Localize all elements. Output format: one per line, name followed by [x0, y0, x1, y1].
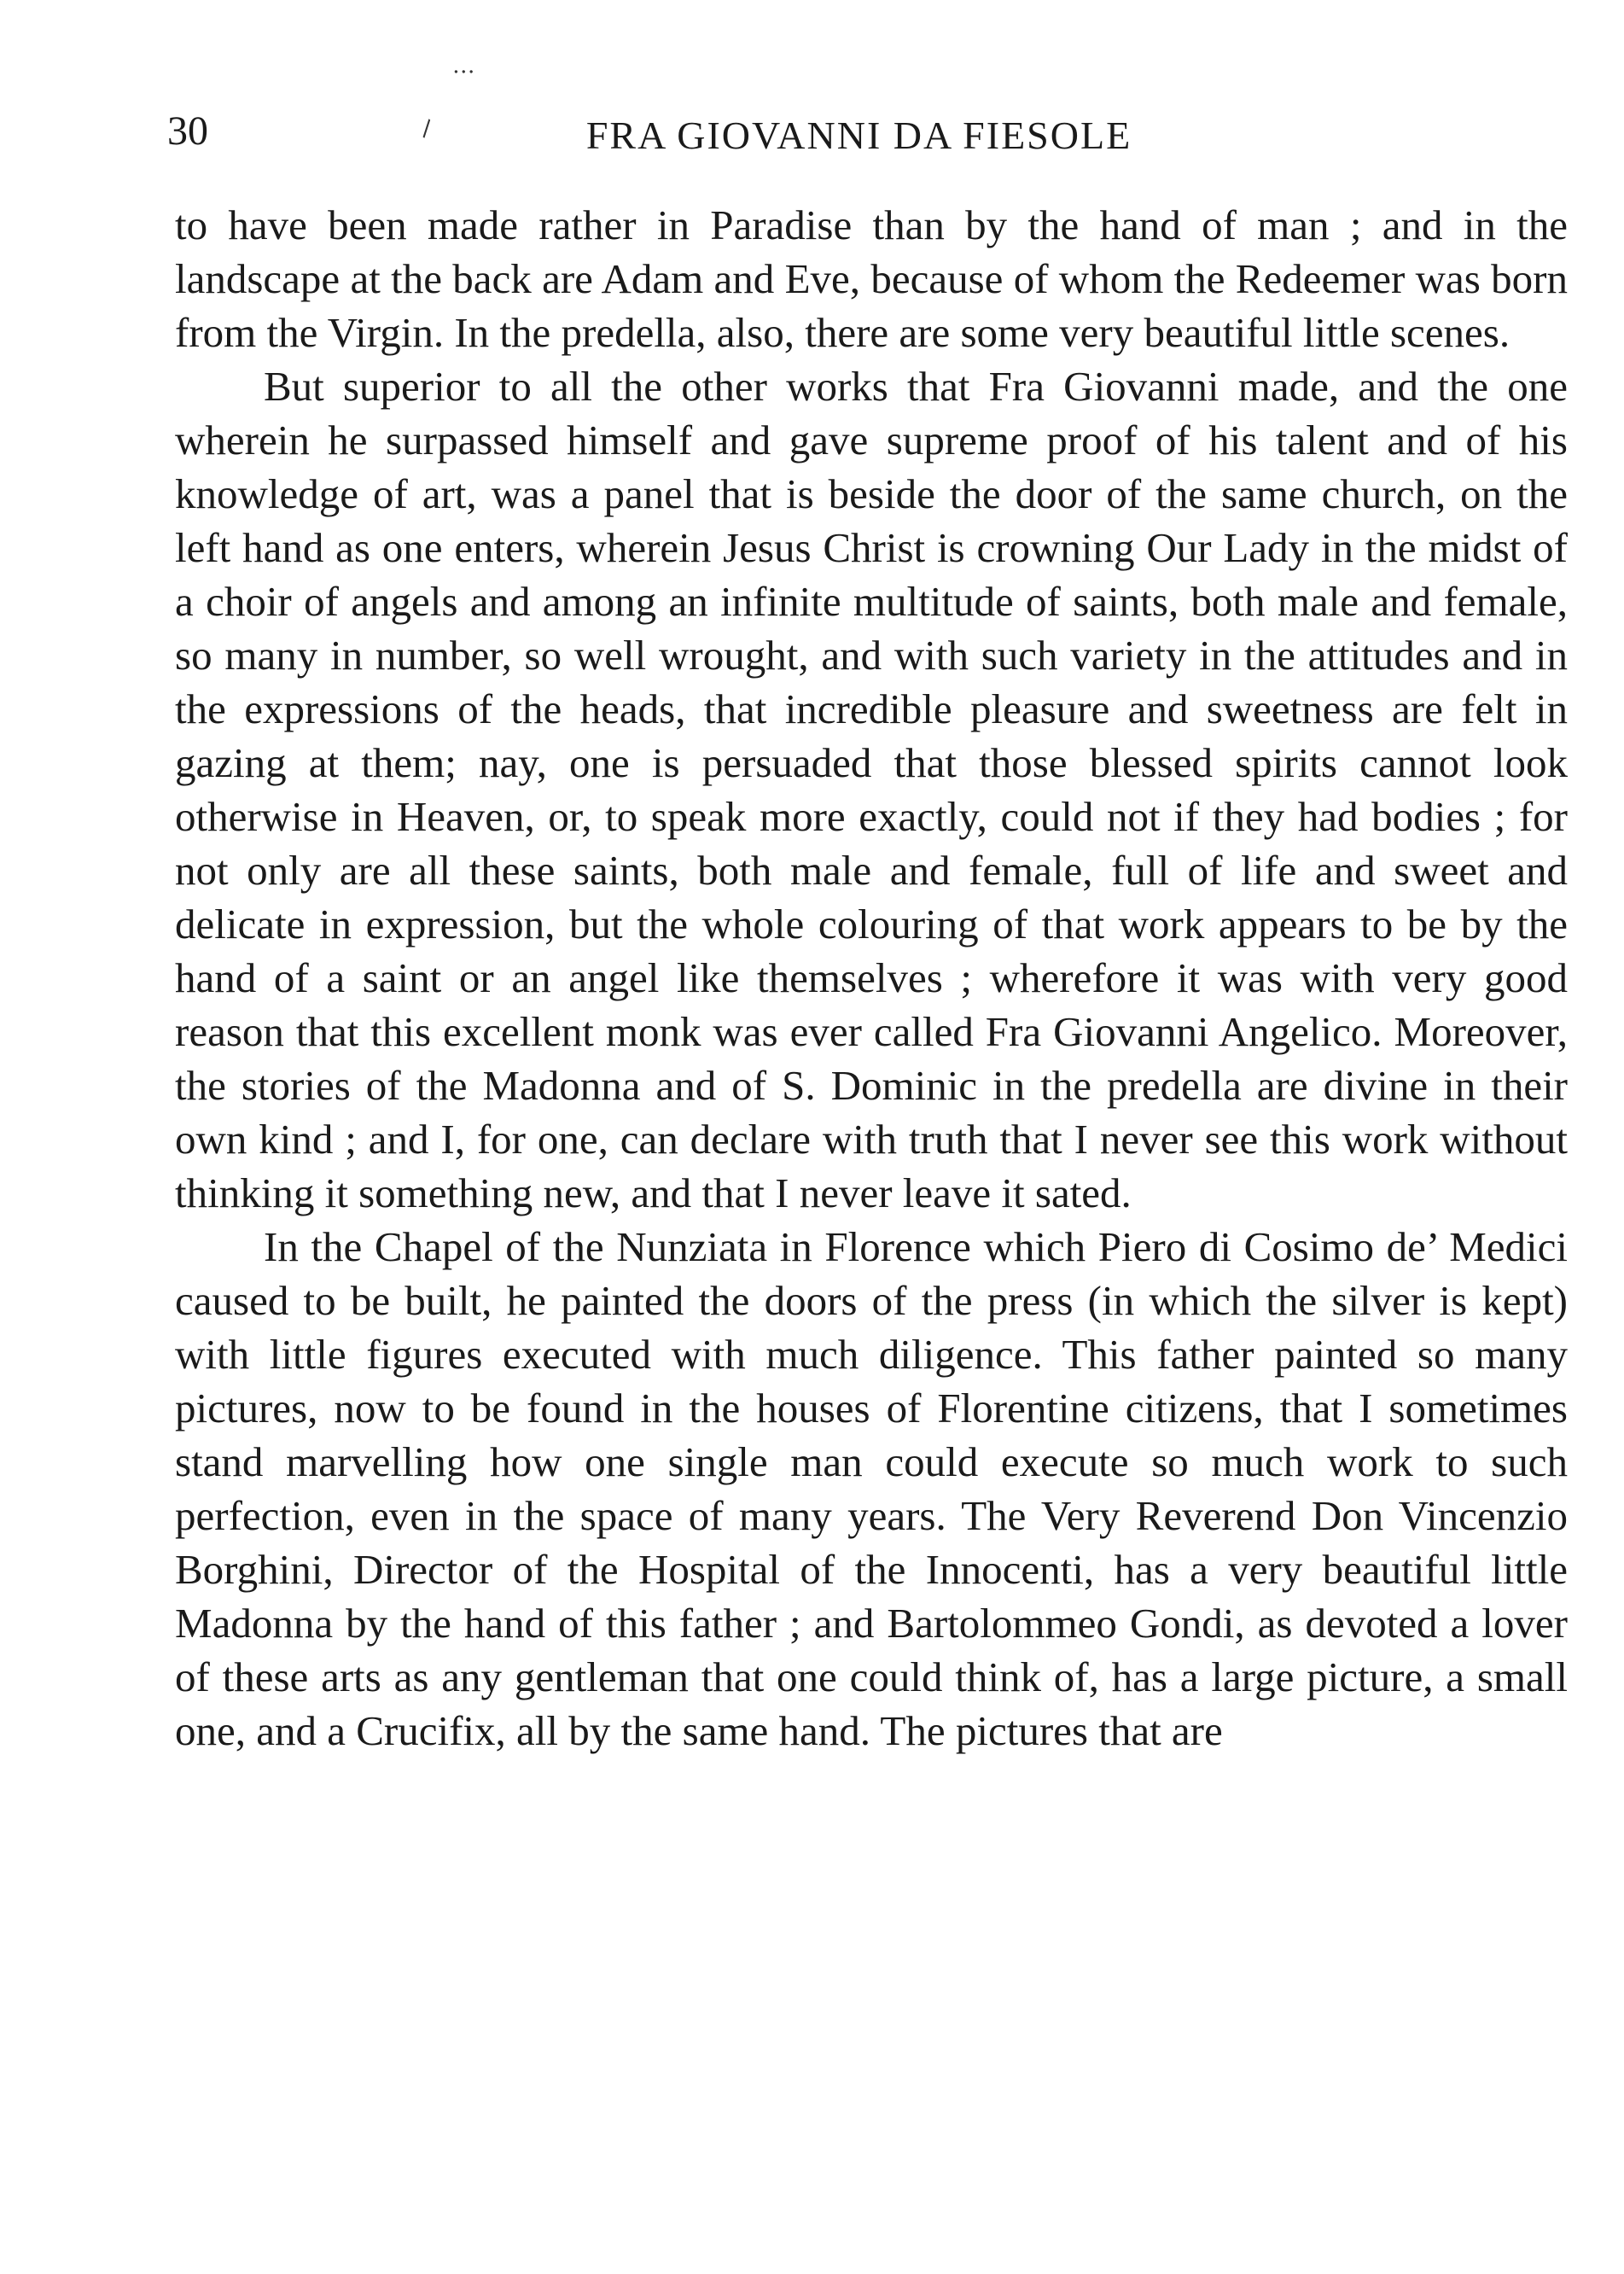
speck-mark-top: ⋅⋅⋅: [452, 60, 475, 85]
paragraph-3: In the Chapel of the Nunziata in Florence which Piero di Cosimo de’ Medici caused to be built, he painted the doors of the press (in which the silver is kept) with little figures executed with much diligence. This father painted so many pictures, now to be found in the houses of Florentine citizens, that I sometimes stand marvelling how one single man could execute so much work to such perfection, even in the space of many years. The Very Reverend Don Vincenzio Borghini, Director of the Hospital of the Innocenti, has a very beautiful little Madonna by the hand of this father ; and Bartolommeo Gondi, as devoted a lover of these arts as any gentleman that one could think of, has a large picture, a small one, and a Crucifix, all by the same hand. The pictures that are: [175, 1223, 1568, 1754]
paragraph-1: to have been made rather in Paradise than by the hand of man ; and in the landscape at the back are Adam and Eve, because of whom the Redeemer was born from the Virgin. In the predella, also, there are some very beautiful little scenes.: [175, 201, 1568, 356]
speck-mark-mid: ∖: [412, 114, 439, 143]
page-body: [175, 198, 1568, 1758]
paragraph-2: But superior to all the other works that Fra Giovanni made, and the one wherein he surpassed himself and gave supreme proof of his talent and of his knowledge of art, was a panel that is beside the door of the same church, on the left hand as one enters, wherein Jesus Christ is crowning Our Lady in the midst of a choir of angels and among an infinite multitude of saints, both male and female, so many in number, so well wrought, and with such variety in the attitudes and in the expressions of the heads, that incredible pleasure and sweetness are felt in gazing at them; nay, one is persuaded that those blessed spirits cannot look otherwise in Heaven, or, to speak more exactly, could not if they had bodies ; for not only are all these saints, both male and female, full of life and sweet and delicate in expression, but the whole colouring of that work appears to be by the hand of a saint or an angel like themselves ; wherefore it was with very good reason that this excellent monk was ever called Fra Giovanni Angelico. Moreover, the stories of the Madonna and of S. Dominic in the predella are divine in their own kind ; and I, for one, can declare with truth that I never see this work without thinking it something new, and that I never leave it sated.: [175, 363, 1568, 1216]
running-title: FRA GIOVANNI DA FIESOLE: [585, 114, 1132, 157]
page-number: 30: [167, 108, 208, 154]
